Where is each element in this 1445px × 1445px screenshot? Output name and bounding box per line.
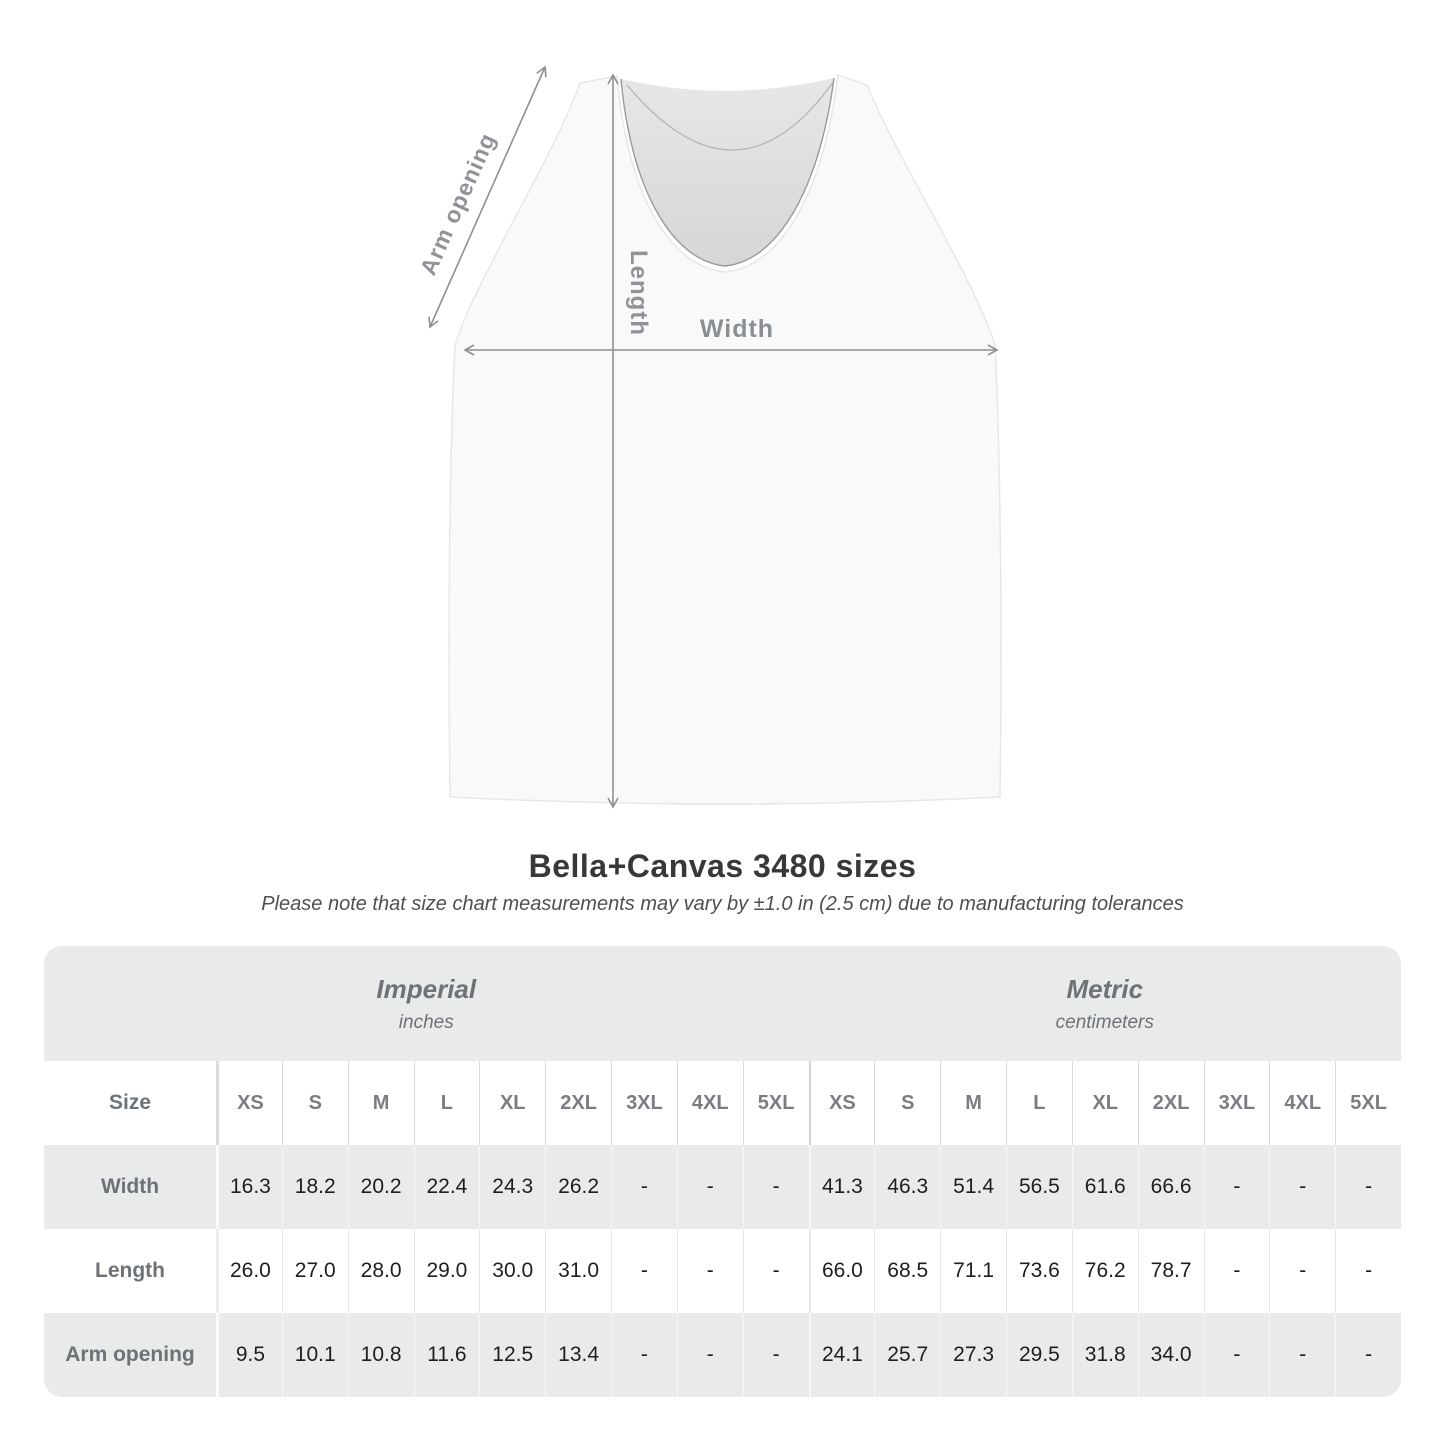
size-header-metric-xs: XS (809, 1061, 875, 1145)
value-cell: 41.3 (809, 1145, 875, 1229)
value-cell: - (677, 1145, 743, 1229)
value-cell: - (611, 1145, 677, 1229)
row-label: Length (44, 1229, 216, 1313)
value-cell: 22.4 (414, 1145, 480, 1229)
value-cell: 56.5 (1006, 1145, 1072, 1229)
value-cell: 18.2 (282, 1145, 348, 1229)
size-grid (44, 1061, 1401, 1397)
value-cell: - (677, 1313, 743, 1397)
value-cell: - (1204, 1229, 1270, 1313)
value-cell: 24.3 (479, 1145, 545, 1229)
value-cell: 13.4 (545, 1313, 611, 1397)
row-label: Arm opening (44, 1313, 216, 1397)
value-cell: 34.0 (1138, 1313, 1204, 1397)
value-cell: 30.0 (479, 1229, 545, 1313)
page-title: Bella+Canvas 3480 sizes (528, 848, 917, 884)
size-chart-table (44, 946, 1401, 1397)
value-cell: 16.3 (216, 1145, 282, 1229)
imperial-group-header (44, 946, 809, 1061)
value-cell: 25.7 (874, 1313, 940, 1397)
metric-group-header (809, 946, 1402, 1061)
size-header-metric-l: L (1006, 1061, 1072, 1145)
size-header-imperial-xl: XL (479, 1061, 545, 1145)
value-cell: 12.5 (479, 1313, 545, 1397)
value-cell: 31.8 (1072, 1313, 1138, 1397)
value-cell: 10.8 (348, 1313, 414, 1397)
value-cell: - (1204, 1145, 1270, 1229)
value-cell: 61.6 (1072, 1145, 1138, 1229)
size-column-header: Size (44, 1061, 216, 1145)
unit-header-band (44, 946, 1401, 1061)
value-cell: 71.1 (940, 1229, 1006, 1313)
value-cell: - (677, 1229, 743, 1313)
value-cell: 29.0 (414, 1229, 480, 1313)
size-header-metric-4xl: 4XL (1269, 1061, 1335, 1145)
value-cell: 66.0 (809, 1229, 875, 1313)
size-header-metric-2xl: 2XL (1138, 1061, 1204, 1145)
value-cell: 66.6 (1138, 1145, 1204, 1229)
size-header-metric-3xl: 3XL (1204, 1061, 1270, 1145)
value-cell: - (743, 1145, 809, 1229)
value-cell: - (1335, 1313, 1401, 1397)
value-cell: - (611, 1229, 677, 1313)
metric-unit: centimeters (1055, 1011, 1154, 1033)
size-header-imperial-s: S (282, 1061, 348, 1145)
size-header-imperial-3xl: 3XL (611, 1061, 677, 1145)
arm-opening-label: Arm opening (415, 128, 501, 279)
size-header-imperial-5xl: 5XL (743, 1061, 809, 1145)
value-cell: 27.0 (282, 1229, 348, 1313)
size-header-metric-xl: XL (1072, 1061, 1138, 1145)
size-header-imperial-4xl: 4XL (677, 1061, 743, 1145)
tolerance-note: Please note that size chart measurements may vary by ±1.0 in (2.5 cm) due to manufacturing tolerances (261, 893, 1184, 915)
value-cell: 73.6 (1006, 1229, 1072, 1313)
imperial-unit: inches (398, 1011, 454, 1033)
value-cell: 76.2 (1072, 1229, 1138, 1313)
size-header-metric-5xl: 5XL (1335, 1061, 1401, 1145)
imperial-title: Imperial (376, 973, 477, 1004)
value-cell: 9.5 (216, 1313, 282, 1397)
value-cell: 28.0 (348, 1229, 414, 1313)
value-cell: - (611, 1313, 677, 1397)
value-cell: 26.0 (216, 1229, 282, 1313)
value-cell: - (1269, 1313, 1335, 1397)
value-cell: 51.4 (940, 1145, 1006, 1229)
value-cell: 10.1 (282, 1313, 348, 1397)
value-cell: - (743, 1229, 809, 1313)
value-cell: 78.7 (1138, 1229, 1204, 1313)
value-cell: 26.2 (545, 1145, 611, 1229)
value-cell: - (1269, 1145, 1335, 1229)
size-header-imperial-xs: XS (216, 1061, 282, 1145)
length-label: Length (625, 250, 652, 336)
size-header-metric-s: S (874, 1061, 940, 1145)
size-header-imperial-l: L (414, 1061, 480, 1145)
value-cell: - (1269, 1229, 1335, 1313)
value-cell: - (1204, 1313, 1270, 1397)
value-cell: 27.3 (940, 1313, 1006, 1397)
value-cell: - (743, 1313, 809, 1397)
size-header-imperial-m: M (348, 1061, 414, 1145)
row-label: Width (44, 1145, 216, 1229)
value-cell: 24.1 (809, 1313, 875, 1397)
width-label: Width (699, 315, 775, 343)
metric-title: Metric (1066, 973, 1144, 1004)
size-header-imperial-2xl: 2XL (545, 1061, 611, 1145)
value-cell: 68.5 (874, 1229, 940, 1313)
value-cell: 11.6 (414, 1313, 480, 1397)
tank-top-diagram (415, 45, 1055, 830)
value-cell: 31.0 (545, 1229, 611, 1313)
value-cell: 20.2 (348, 1145, 414, 1229)
value-cell: - (1335, 1145, 1401, 1229)
value-cell: 29.5 (1006, 1313, 1072, 1397)
size-header-metric-m: M (940, 1061, 1006, 1145)
value-cell: 46.3 (874, 1145, 940, 1229)
value-cell: - (1335, 1229, 1401, 1313)
